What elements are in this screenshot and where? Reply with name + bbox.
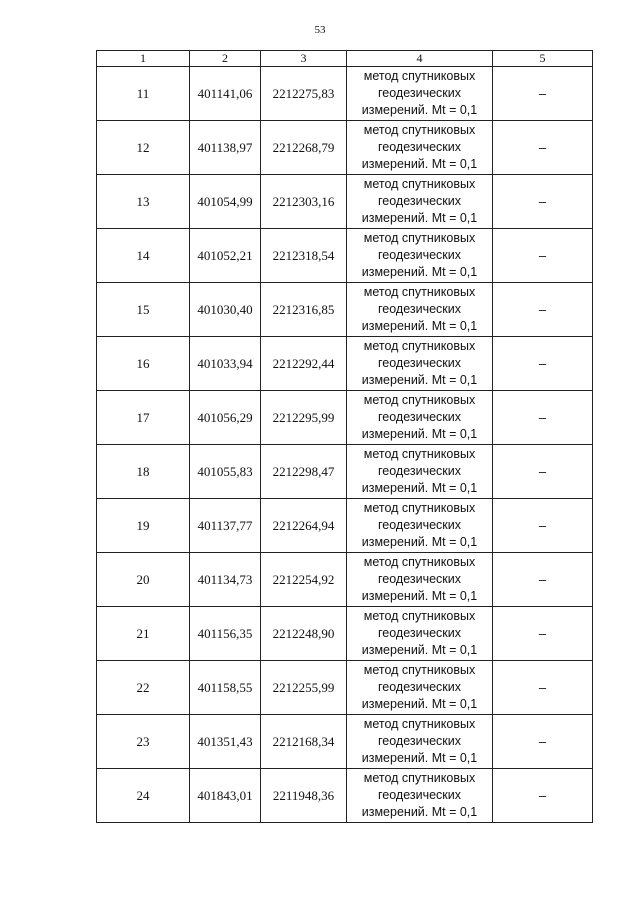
method-line: геодезических <box>377 410 461 424</box>
note-dash: – <box>493 229 593 283</box>
method-line: метод спутниковых <box>363 123 476 137</box>
point-number: 15 <box>97 283 190 337</box>
method-line: метод спутниковых <box>363 339 476 353</box>
header-col-2: 2 <box>190 51 261 67</box>
method-description <box>347 607 493 661</box>
method-description <box>347 445 493 499</box>
method-line: метод спутниковых <box>363 609 476 623</box>
table-row <box>97 661 593 715</box>
method-line: метод спутниковых <box>363 231 476 245</box>
method-line: метод спутниковых <box>363 285 476 299</box>
coord-y: 2212318,54 <box>261 229 347 283</box>
table-row <box>97 67 593 121</box>
method-description <box>347 715 493 769</box>
method-line: измерений. Mt = 0,1 <box>361 481 478 495</box>
method-description <box>347 661 493 715</box>
method-line: метод спутниковых <box>363 771 476 785</box>
method-line: геодезических <box>377 194 461 208</box>
method-line: метод спутниковых <box>363 501 476 515</box>
method-line: метод спутниковых <box>363 69 476 83</box>
coord-x: 401156,35 <box>190 607 261 661</box>
header-row <box>97 51 593 67</box>
method-description <box>347 229 493 283</box>
method-line: геодезических <box>377 734 461 748</box>
table-row <box>97 715 593 769</box>
method-line: измерений. Mt = 0,1 <box>361 427 478 441</box>
point-number: 22 <box>97 661 190 715</box>
table-row <box>97 499 593 553</box>
header-col-4: 4 <box>347 51 493 67</box>
table-body <box>97 67 593 823</box>
coord-y: 2212292,44 <box>261 337 347 391</box>
method-line: геодезических <box>377 518 461 532</box>
method-description <box>347 175 493 229</box>
coord-y: 2212254,92 <box>261 553 347 607</box>
coord-x: 401030,40 <box>190 283 261 337</box>
coord-y: 2212268,79 <box>261 121 347 175</box>
method-line: геодезических <box>377 626 461 640</box>
coord-y: 2212316,85 <box>261 283 347 337</box>
note-dash: – <box>493 391 593 445</box>
coord-x: 401055,83 <box>190 445 261 499</box>
table-row <box>97 229 593 283</box>
note-dash: – <box>493 67 593 121</box>
table-row <box>97 391 593 445</box>
coord-y: 2211948,36 <box>261 769 347 823</box>
coord-x: 401052,21 <box>190 229 261 283</box>
method-line: геодезических <box>377 464 461 478</box>
method-line: геодезических <box>377 86 461 100</box>
point-number: 12 <box>97 121 190 175</box>
method-line: измерений. Mt = 0,1 <box>361 103 478 117</box>
header-col-1: 1 <box>97 51 190 67</box>
page-number: 53 <box>314 24 326 36</box>
coord-y: 2212248,90 <box>261 607 347 661</box>
point-number: 24 <box>97 769 190 823</box>
note-dash: – <box>493 715 593 769</box>
method-line: измерений. Mt = 0,1 <box>361 157 478 171</box>
point-number: 17 <box>97 391 190 445</box>
method-line: метод спутниковых <box>363 555 476 569</box>
method-line: измерений. Mt = 0,1 <box>361 697 478 711</box>
method-line: метод спутниковых <box>363 663 476 677</box>
coord-x: 401158,55 <box>190 661 261 715</box>
method-line: метод спутниковых <box>363 393 476 407</box>
note-dash: – <box>493 175 593 229</box>
point-number: 16 <box>97 337 190 391</box>
method-line: измерений. Mt = 0,1 <box>361 643 478 657</box>
note-dash: – <box>493 553 593 607</box>
note-dash: – <box>493 337 593 391</box>
method-description <box>347 769 493 823</box>
method-line: измерений. Mt = 0,1 <box>361 373 478 387</box>
coord-x: 401054,99 <box>190 175 261 229</box>
table-row <box>97 769 593 823</box>
coord-y: 2212275,83 <box>261 67 347 121</box>
method-line: геодезических <box>377 248 461 262</box>
coord-x: 401351,43 <box>190 715 261 769</box>
method-line: измерений. Mt = 0,1 <box>361 265 478 279</box>
point-number: 19 <box>97 499 190 553</box>
header-col-5: 5 <box>493 51 593 67</box>
method-line: геодезических <box>377 302 461 316</box>
method-line: геодезических <box>377 140 461 154</box>
method-line: измерений. Mt = 0,1 <box>361 211 478 225</box>
coord-y: 2212264,94 <box>261 499 347 553</box>
method-description <box>347 391 493 445</box>
point-number: 20 <box>97 553 190 607</box>
table-row <box>97 445 593 499</box>
note-dash: – <box>493 661 593 715</box>
method-line: измерений. Mt = 0,1 <box>361 751 478 765</box>
method-line: метод спутниковых <box>363 177 476 191</box>
note-dash: – <box>493 607 593 661</box>
table-row <box>97 175 593 229</box>
method-description <box>347 67 493 121</box>
coord-x: 401134,73 <box>190 553 261 607</box>
method-line: геодезических <box>377 788 461 802</box>
table-row <box>97 553 593 607</box>
method-line: геодезических <box>377 356 461 370</box>
coordinates-table <box>96 50 593 823</box>
method-line: измерений. Mt = 0,1 <box>361 589 478 603</box>
note-dash: – <box>493 283 593 337</box>
method-line: измерений. Mt = 0,1 <box>361 319 478 333</box>
coord-x: 401033,94 <box>190 337 261 391</box>
coord-y: 2212168,34 <box>261 715 347 769</box>
method-line: метод спутниковых <box>363 717 476 731</box>
point-number: 13 <box>97 175 190 229</box>
note-dash: – <box>493 121 593 175</box>
table-row <box>97 337 593 391</box>
point-number: 23 <box>97 715 190 769</box>
header-col-3: 3 <box>261 51 347 67</box>
table-row <box>97 283 593 337</box>
coord-x: 401137,77 <box>190 499 261 553</box>
method-line: измерений. Mt = 0,1 <box>361 805 478 819</box>
point-number: 14 <box>97 229 190 283</box>
method-description <box>347 283 493 337</box>
point-number: 18 <box>97 445 190 499</box>
method-line: метод спутниковых <box>363 447 476 461</box>
method-description <box>347 499 493 553</box>
table-header <box>97 51 593 67</box>
coord-x: 401056,29 <box>190 391 261 445</box>
point-number: 11 <box>97 67 190 121</box>
point-number: 21 <box>97 607 190 661</box>
table-row <box>97 607 593 661</box>
method-description <box>347 121 493 175</box>
coord-y: 2212255,99 <box>261 661 347 715</box>
method-line: измерений. Mt = 0,1 <box>361 535 478 549</box>
coord-y: 2212295,99 <box>261 391 347 445</box>
method-description <box>347 553 493 607</box>
note-dash: – <box>493 769 593 823</box>
coord-x: 401141,06 <box>190 67 261 121</box>
coord-x: 401843,01 <box>190 769 261 823</box>
method-description <box>347 337 493 391</box>
table-row <box>97 121 593 175</box>
note-dash: – <box>493 499 593 553</box>
coord-y: 2212303,16 <box>261 175 347 229</box>
coord-x: 401138,97 <box>190 121 261 175</box>
method-line: геодезических <box>377 680 461 694</box>
method-line: геодезических <box>377 572 461 586</box>
note-dash: – <box>493 445 593 499</box>
coord-y: 2212298,47 <box>261 445 347 499</box>
